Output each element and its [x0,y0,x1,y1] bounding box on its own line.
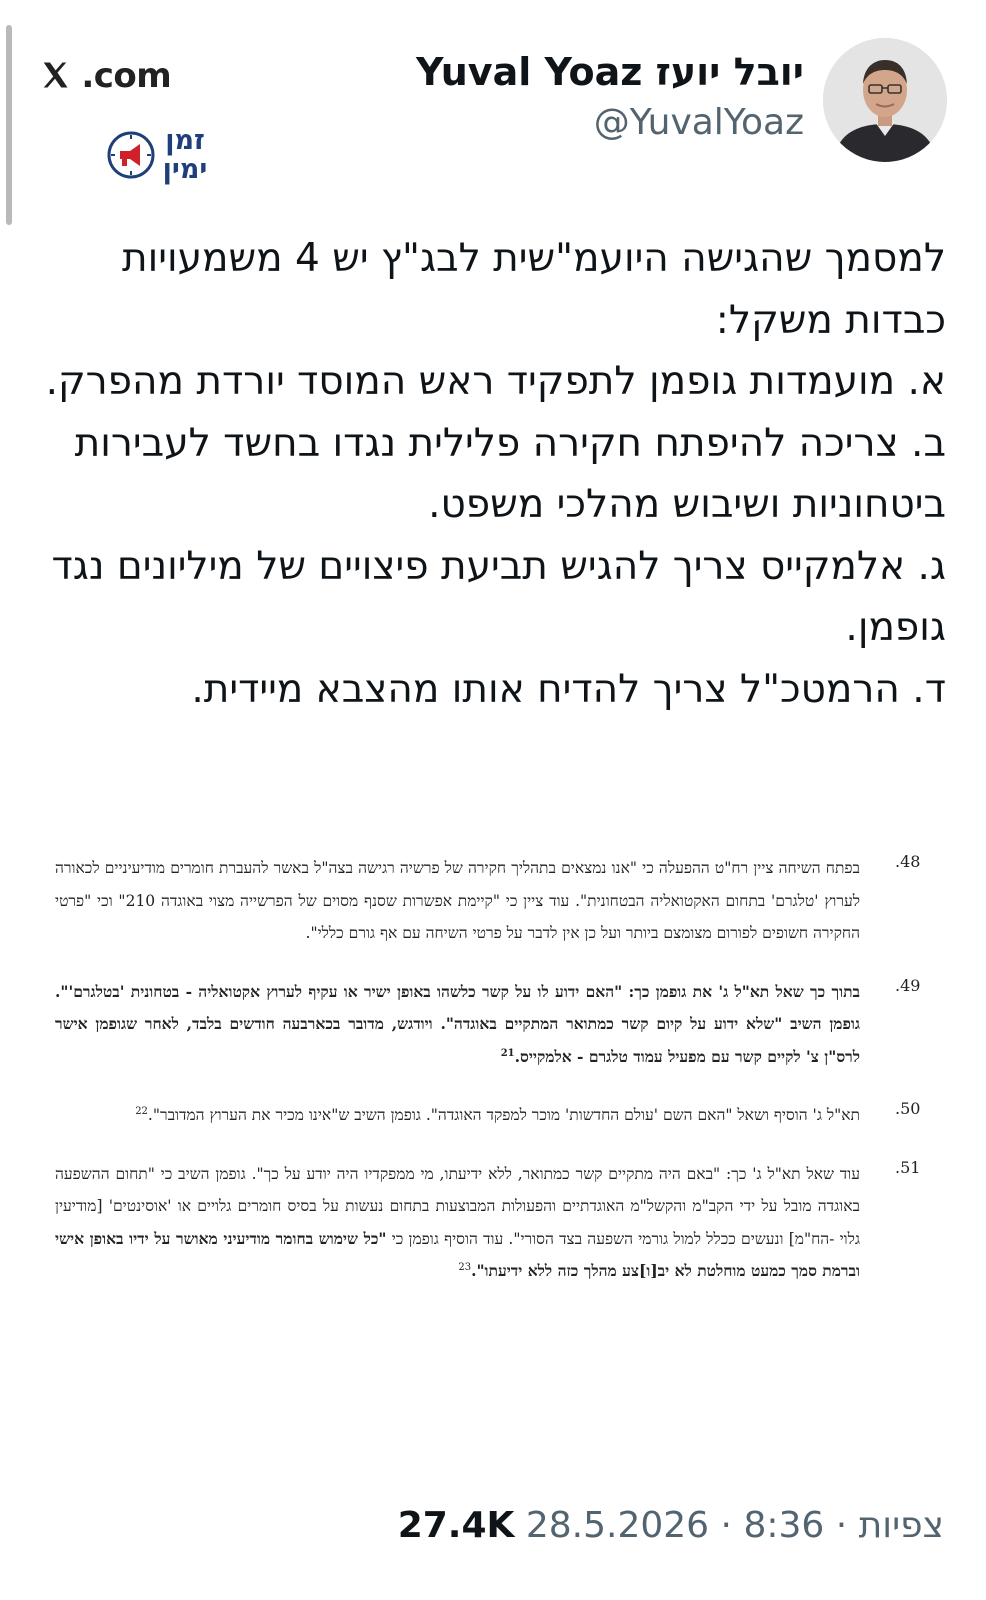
paragraph-bold-quote: "כל שימוש בחומר מודיעיני מאושר על ידיו באופן אישי וברמת סמך כמעט מוחלטת לא יב[ו]צע מהלך כזה ללא ידיעתו". [55,1228,860,1280]
megaphone-clock-icon [106,130,156,180]
paragraph-number: .49 [895,975,921,995]
tweet-line: למסמך שהגישה היועמ"שית לבג"ץ יש 4 משמעויות כבדות משקל: [121,236,946,343]
doc-paragraph-50 [55,1099,935,1132]
footnote-ref: 22 [135,1105,148,1117]
channel-logo[interactable] [106,126,216,192]
tweet-date[interactable]: 28.5.2026 [525,1505,710,1546]
site-brand[interactable] [40,56,171,96]
meta-separator: · [720,1505,732,1546]
avatar-photo [823,38,947,162]
doc-paragraph-48 [55,852,935,950]
doc-paragraph-51 [55,1158,935,1288]
paragraph-number: .48 [895,852,921,871]
x-logo-icon [40,56,81,96]
tweet-meta [398,1505,944,1546]
author-handle[interactable]: @YuvalYoaz [593,102,804,143]
tweet-line: א. מועמדות גופמן לתפקיד ראש המוסד יורדת מהפרק. [45,359,946,404]
tweet-time[interactable]: 8:36 [743,1505,825,1546]
paragraph-number: .51 [895,1157,921,1177]
footnote-ref: 23 [458,1261,472,1273]
footnote-ref: 21 [500,1047,515,1059]
paragraph-text: בתוך כך שאל תא"ל ג' את גופמן כך: "האם ידוע לו על קשר כלשהו באופן ישיר או עקיף לערוץ אקטואליה - בטחונית 'בטלגרם'". גופמן השיב "שלא ידוע על קיום קשר כמתואר המתקיים באוגדה". ויודגש, מדובר בכארבעה חודשים בלבד, לאחר שגופמן אישר לרס"ן צ' לקיים קשר עם מפעיל עמוד טלגרם - אלמקייס.$^{21}$ [55,981,860,1066]
meta-separator: · [835,1505,848,1546]
views-label: צפיות [858,1505,944,1546]
paragraph-text: תא"ל ג' הוסיף ושאל "האם השם 'עולם החדשות' מוכר למפקד האוגדה". גופמן השיב ש"אינו מכיר את הערוץ המדובר".$^{22}$ [135,1105,860,1124]
paragraph-text: בפתח השיחה ציין רח"ט ההפעלה כי "אנו נמצאים בתהליך חקירה של פרשיה רגישה בצה"ל באשר להעברת חומרים מודיעיניים לכאורה לערוץ 'טלגרם' בתחום האקטואליה הבטחונית". עוד ציין כי "קיימת אפשרות שסנף מסוים של הפרשייה מצוי באוגדה 210" וכי "פרטי החקירה חשופים לפורום מצומצם ביותר ועל כן אין לדבר על פרטי השיחה עם אף גורם כללי". [55,859,860,942]
tweet-line: ב. צריכה להיפתח חקירה פלילית נגדו בחשד לעבירות ביטחוניות ושיבוש מהלכי משפט. [74,420,946,527]
site-name: .com [81,56,172,96]
tweet-text [26,228,946,720]
avatar[interactable] [823,38,947,162]
paragraph-text: עוד שאל תא"ל ג' כך: "באם היה מתקיים קשר כמתואר, ללא ידיעתו, מי ממפקדיו היה יודע על כך". גופמן השיב כי "תחום ההשפעה באוגדה מובל על ידי הקב"מ והקשל"מ האוגדתיים והפעולות המבוצעות בתחום נעשות על בסיס חומרים גלויים או 'אוסינטים' [מודיעין גלוי -הח"מ] ונעשים ככלל למול גורמי השפעה בצד הסורי". עוד הוסיף גופמן כי "כל שימוש בחומר מודיעיני מאושר על ידיו באופן אישי וברמת סמך כמעט מוחלטת לא יב[ו]צע מהלך כזה ללא ידיעתו".$^{23}$ [55,1164,860,1280]
author-display-name[interactable]: Yuval Yoaz יובל יועז [416,50,804,94]
attached-document-image[interactable] [55,852,935,1314]
doc-paragraph-49 [55,976,935,1074]
tweet-line: ג. אלמקייס צריך להגיש תביעת פיצויים של מיליונים נגד גופמן. [51,543,946,650]
tweet-line: ד. הרמטכ"ל צריך להדיח אותו מהצבא מיידית. [191,666,946,712]
paragraph-number: .50 [895,1099,921,1118]
left-accent-bar [6,25,12,225]
views-count[interactable]: 27.4K [397,1505,515,1546]
channel-logo-text: זמן ימין [162,125,208,185]
